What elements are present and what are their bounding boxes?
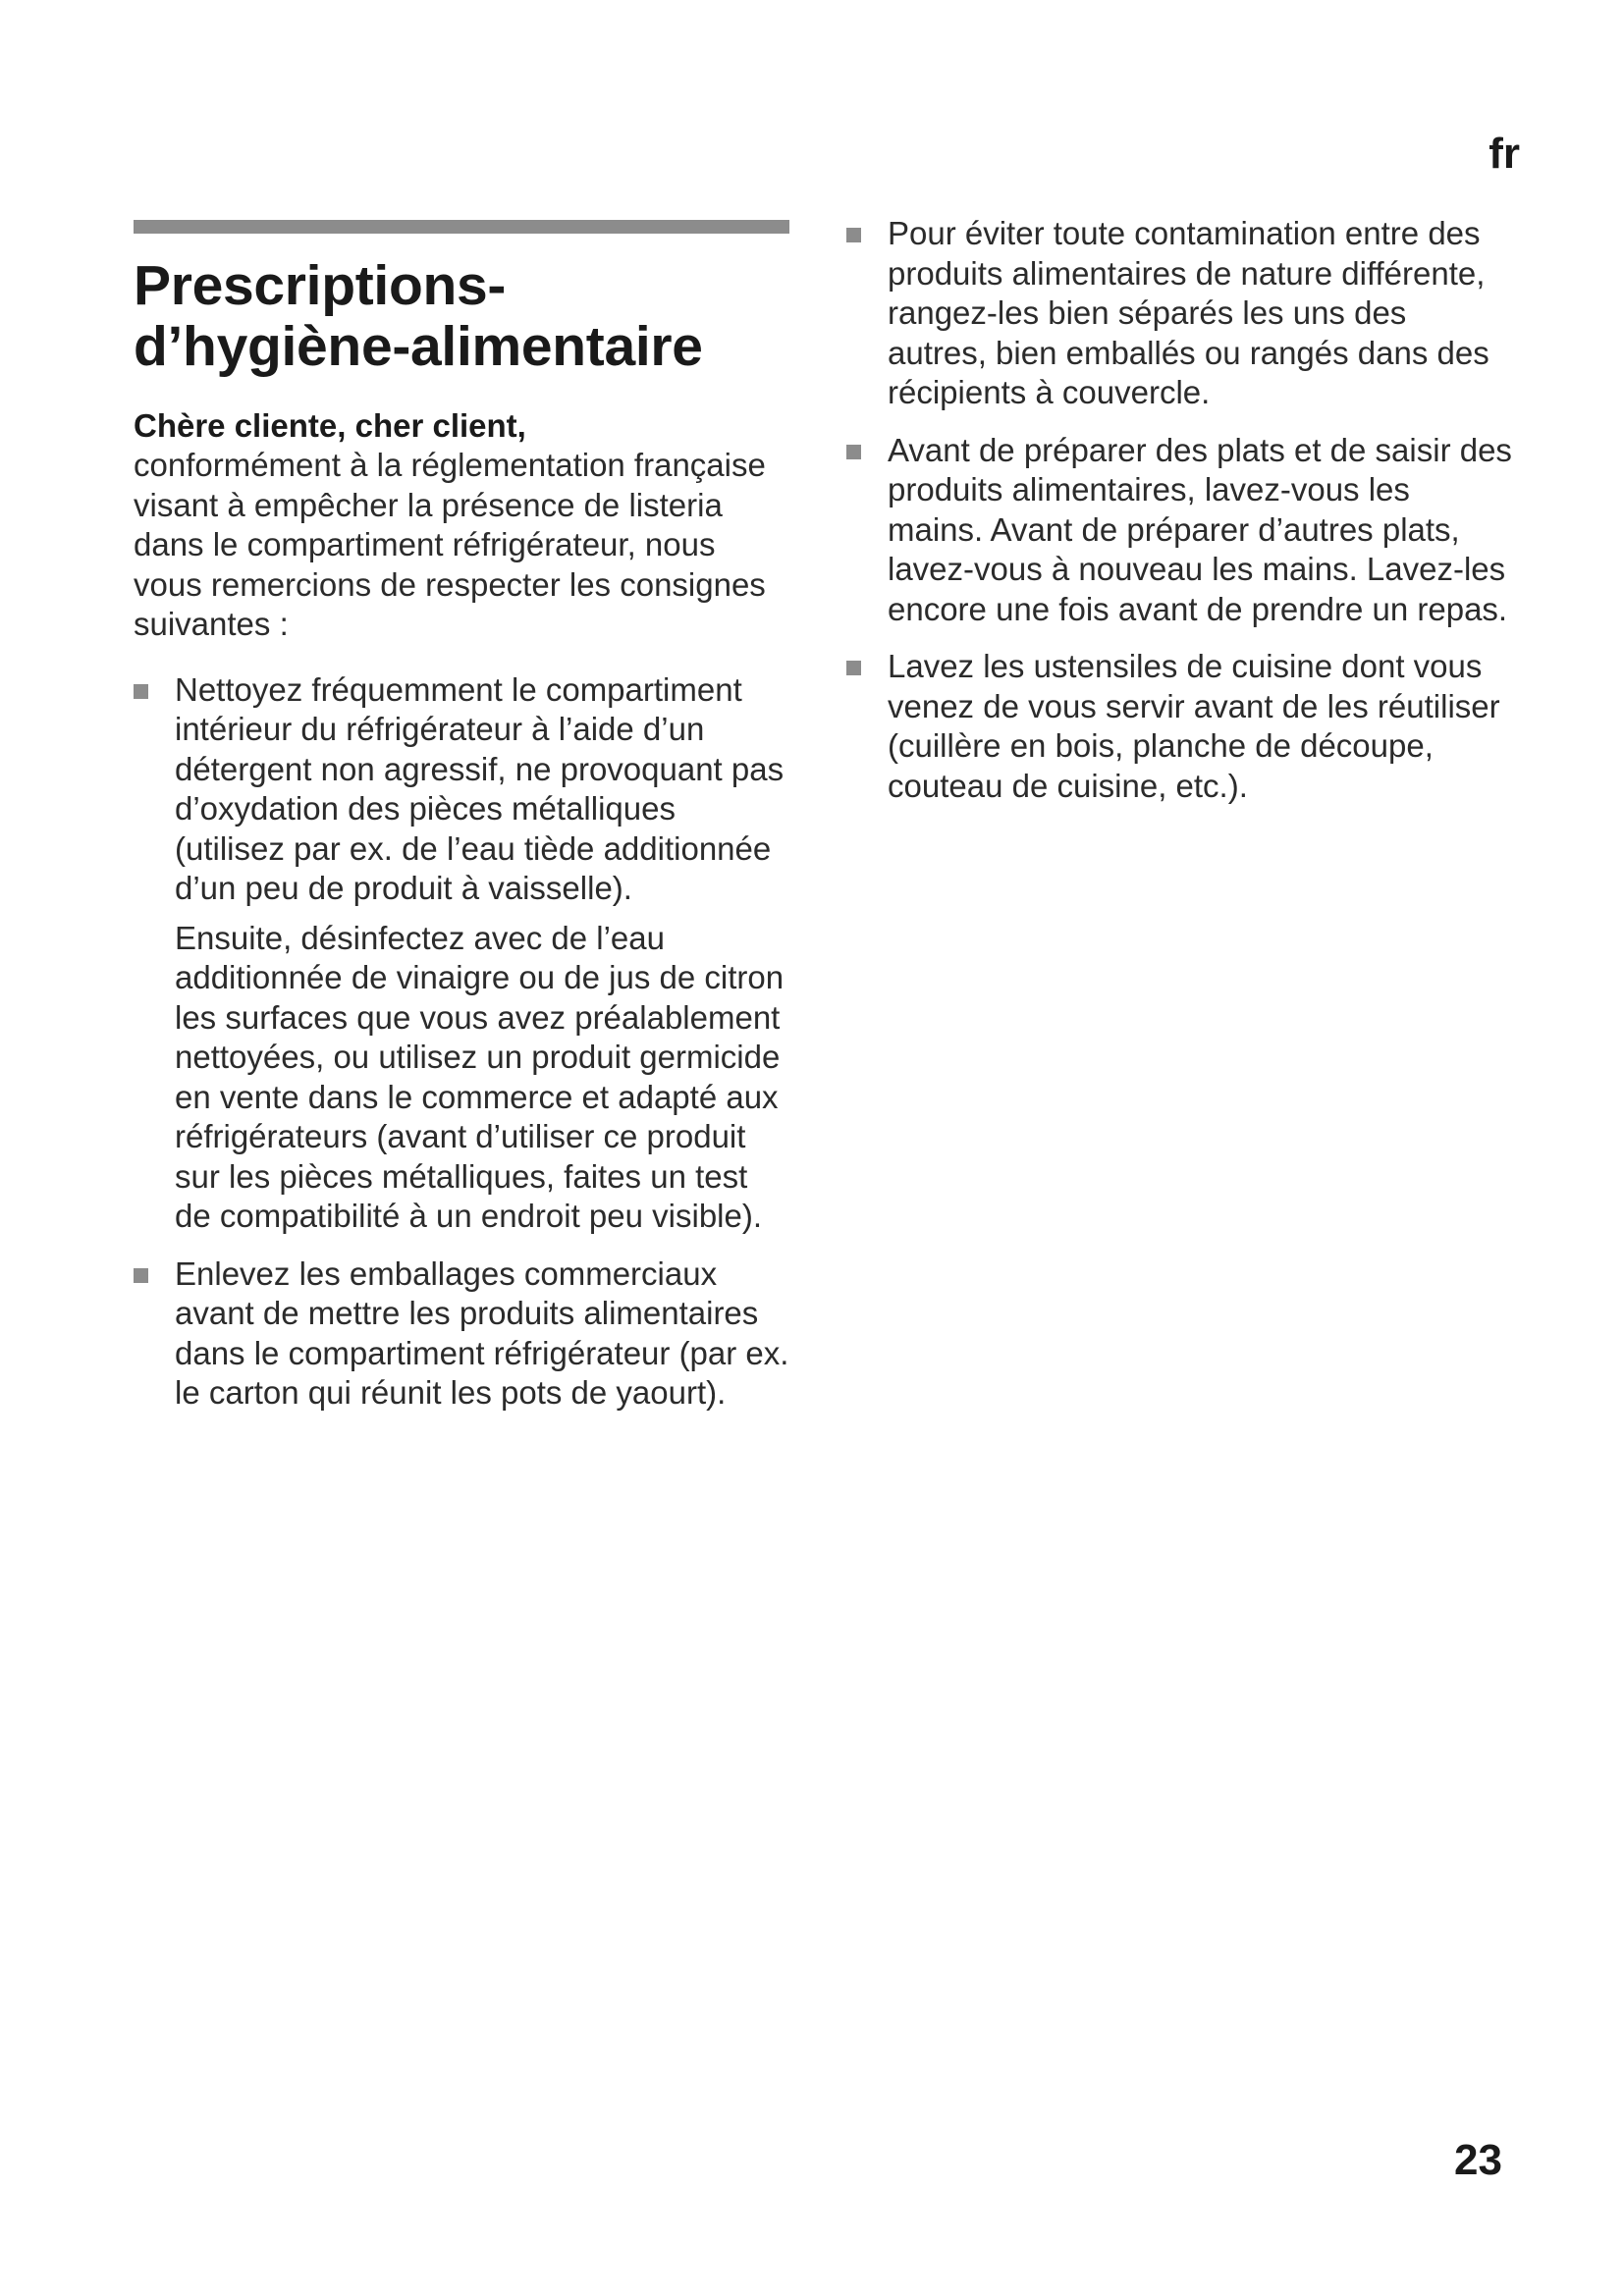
list-item-text: Avant de préparer des plats et de saisir des produits alimentaires, lavez-vous les mains. Avant de préparer d’autres plats, lavez-vous à nouveau les mains. Lavez-les encore une fois avant de prendre un repas. [888, 431, 1512, 627]
right-column [846, 214, 1514, 824]
title-line-1: Prescriptions- [134, 254, 507, 317]
section-rule [134, 220, 789, 234]
list-item-subtext: Ensuite, désinfectez avec de l’eau additionnée de vinaigre ou de jus de citron les surfaces que vous avez préalablement nettoyées, ou utilisez un produit germicide en vente dans le commerce et adapté aux réfrigérateurs (avant d’utiliser ce produit sur les pièces métalliques, faites un test de compatibilité à un endroit peu visible). [175, 919, 785, 1234]
square-bullet-icon [134, 1268, 148, 1283]
right-bullet-list [846, 214, 1514, 806]
list-item-text: Enlevez les emballages commerciaux avant de mettre les produits alimentaires dans le compartiment réfrigérateur (par ex. le carton qui réunit les pots de yaourt). [175, 1255, 789, 1411]
language-tag: fr [1489, 130, 1520, 178]
intro-paragraph: conformément à la réglementation française visant à empêcher la présence de listeria dans le compartiment réfrigérateur, nous vous remercions de respecter les consignes suivantes : [134, 447, 766, 642]
list-item-text: Pour éviter toute contamination entre des produits alimentaires de nature différente, rangez-les bien séparés les uns des autres, bien emballés ou rangés dans des récipients à couvercle. [888, 215, 1489, 410]
left-bullet-list [134, 670, 789, 1414]
list-item-text: Nettoyez fréquemment le compartiment intérieur du réfrigérateur à l’aide d’un détergent non agressif, ne provoquant pas d’oxydation des pièces métalliques (utilisez par ex. de l’eau tiède additionnée d’un peu de produit à vaisselle). [175, 670, 785, 906]
title-line-2: d’hygiène-alimentaire [134, 315, 703, 378]
square-bullet-icon [846, 661, 861, 675]
list-item [846, 214, 1514, 413]
page-number: 23 [1454, 2136, 1502, 2184]
square-bullet-icon [846, 228, 861, 242]
square-bullet-icon [846, 445, 861, 459]
left-column [134, 220, 789, 1431]
list-item [846, 647, 1514, 806]
list-item [134, 670, 789, 1237]
list-item-text: Lavez les ustensiles de cuisine dont vous venez de vous servir avant de les réutiliser (cuillère en bois, planche de découpe, couteau de cuisine, etc.). [888, 648, 1500, 804]
page-title [134, 255, 789, 377]
list-item [846, 431, 1514, 630]
square-bullet-icon [134, 684, 148, 699]
list-item [134, 1255, 789, 1414]
greeting: Chère cliente, cher client, [134, 407, 526, 444]
